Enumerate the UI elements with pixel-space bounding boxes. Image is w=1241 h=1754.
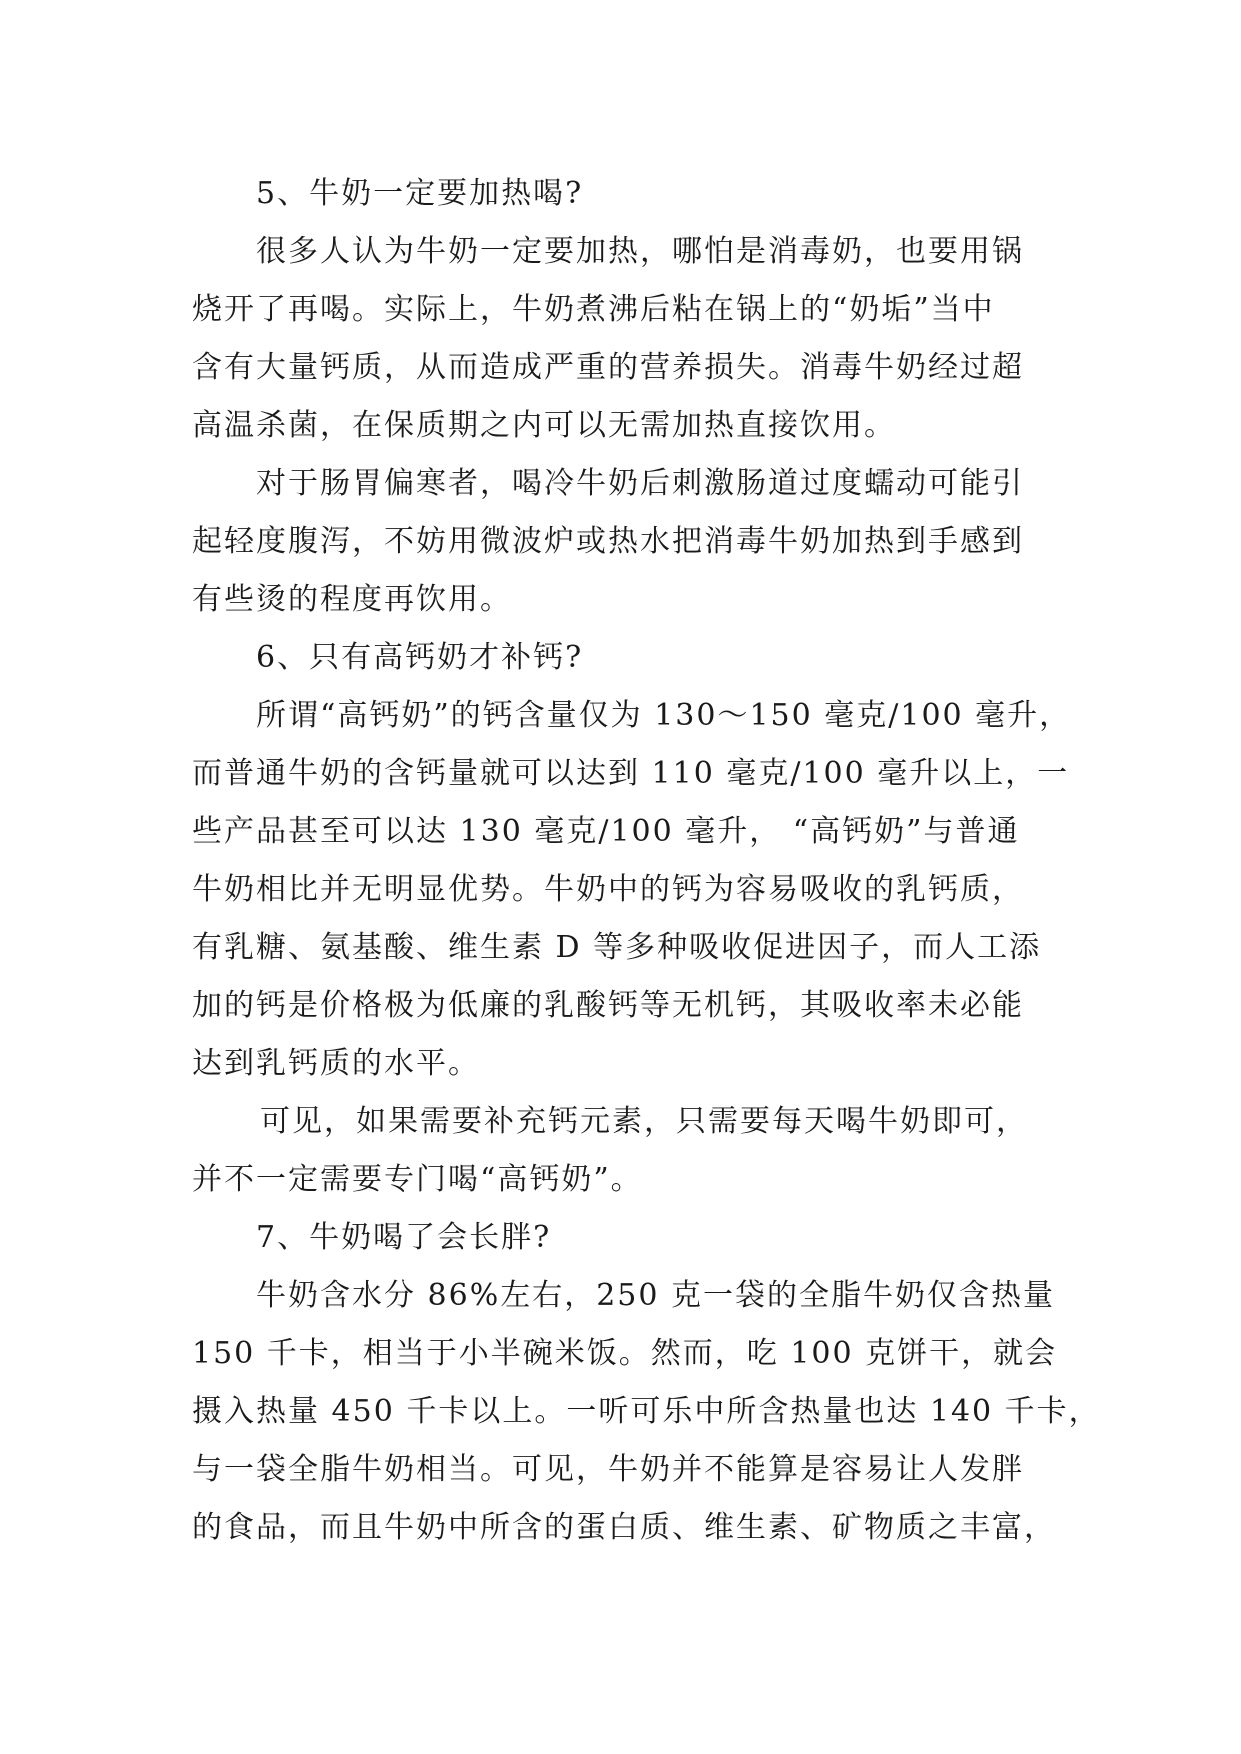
paragraph-line: 150 千卡，相当于小半碗米饭。然而，吃 100 克饼干，就会 (192, 1336, 1058, 1371)
paragraph-line: 达到乳钙质的水平。 (192, 1046, 480, 1081)
paragraph-line: 有乳糖、氨基酸、维生素 D 等多种吸收促进因子，而人工添 (192, 930, 1042, 965)
heading-q7: 7、牛奶喝了会长胖? (256, 1220, 552, 1255)
paragraph-line: 很多人认为牛奶一定要加热，哪怕是消毒奶，也要用锅 (256, 234, 1024, 269)
paragraph-line: 的食品，而且牛奶中所含的蛋白质、维生素、矿物质之丰富， (192, 1510, 1056, 1545)
paragraph-line: 含有大量钙质，从而造成严重的营养损失。消毒牛奶经过超 (192, 350, 1024, 385)
paragraph-line: 而普通牛奶的含钙量就可以达到 110 毫克/100 毫升以上，一 (192, 756, 1070, 791)
paragraph-line: 些产品甚至可以达 130 毫克/100 毫升， “高钙奶”与普通 (192, 814, 1020, 849)
paragraph-line: 高温杀菌，在保质期之内可以无需加热直接饮用。 (192, 408, 896, 443)
paragraph-line: 加的钙是价格极为低廉的乳酸钙等无机钙，其吸收率未必能 (192, 988, 1024, 1023)
paragraph-line: 起轻度腹泻，不妨用微波炉或热水把消毒牛奶加热到手感到 (192, 524, 1024, 559)
paragraph-line: 可见，如果需要补充钙元素，只需要每天喝牛奶即可， (260, 1104, 1028, 1139)
paragraph-line: 与一袋全脂牛奶相当。可见，牛奶并不能算是容易让人发胖 (192, 1452, 1024, 1487)
heading-q6: 6、只有高钙奶才补钙? (256, 640, 584, 675)
heading-q5: 5、牛奶一定要加热喝? (256, 176, 584, 211)
paragraph-line: 牛奶相比并无明显优势。牛奶中的钙为容易吸收的乳钙质， (192, 872, 1024, 907)
paragraph-line: 对于肠胃偏寒者，喝冷牛奶后刺激肠道过度蠕动可能引 (256, 466, 1024, 501)
paragraph-line: 并不一定需要专门喝“高钙奶”。 (192, 1162, 643, 1197)
paragraph-line: 摄入热量 450 千卡以上。一听可乐中所含热量也达 140 千卡， (192, 1394, 1101, 1429)
paragraph-line: 牛奶含水分 86%左右，250 克一袋的全脂牛奶仅含热量 (256, 1278, 1056, 1313)
paragraph-line: 烧开了再喝。实际上，牛奶煮沸后粘在锅上的“奶垢”当中 (192, 292, 995, 327)
paragraph-line: 有些烫的程度再饮用。 (192, 582, 512, 617)
document-body (192, 165, 1101, 1557)
paragraph-line: 所谓“高钙奶”的钙含量仅为 130～150 毫克/100 毫升， (256, 698, 1072, 733)
